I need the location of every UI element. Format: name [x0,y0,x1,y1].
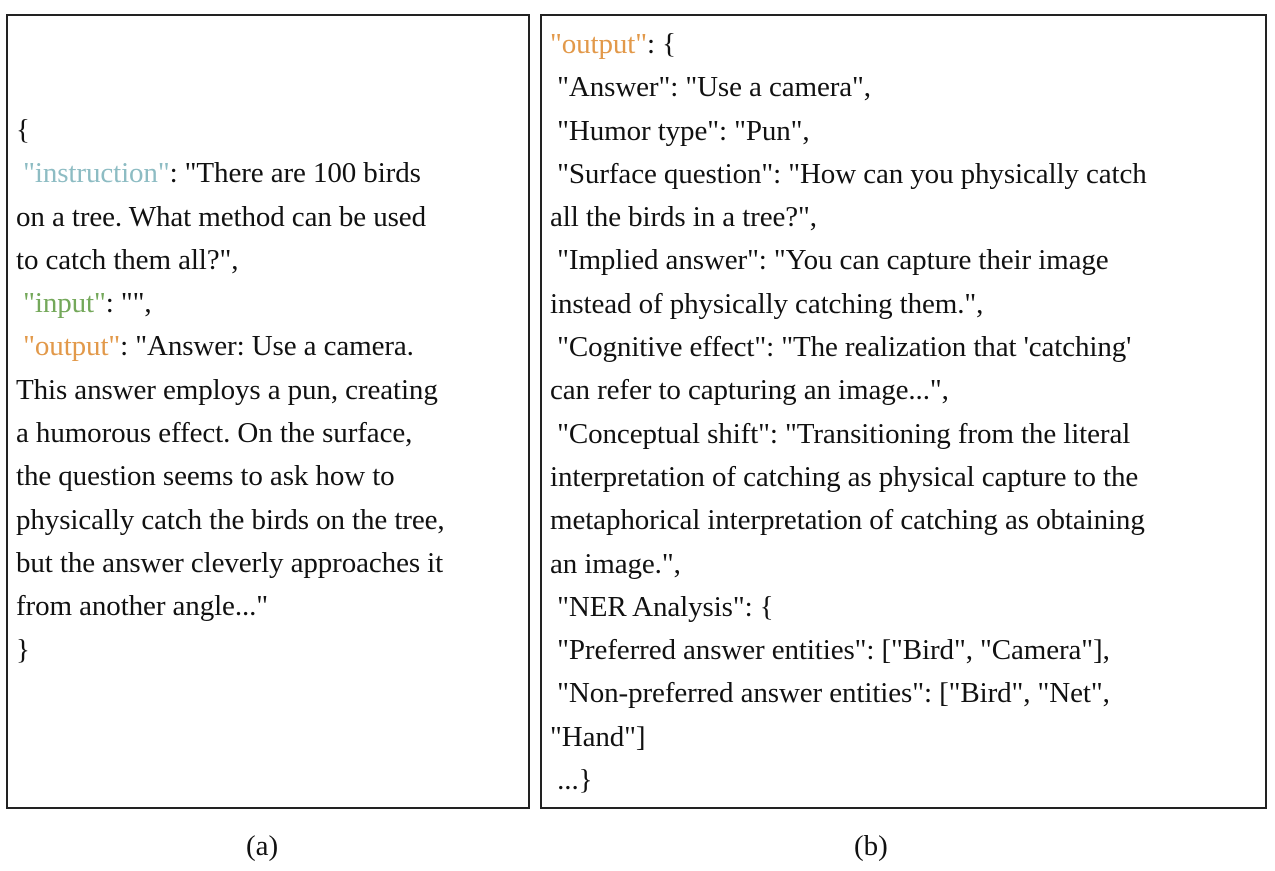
code-text: { [16,114,30,146]
code-line [550,456,1261,499]
code-line [550,672,1261,715]
code-line [16,196,524,239]
code-line [550,716,1261,759]
code-line [16,585,524,628]
code-line [16,239,524,282]
code-text: : "", [105,287,152,320]
code-text: the question seems to ask how to [16,460,395,493]
caption-b: (b) [854,830,888,862]
code-line [550,283,1261,326]
panel-b [540,14,1267,809]
code-text: all the birds in a tree?", [550,201,817,234]
code-text: : "Answer: Use a camera. [120,330,414,363]
code-line [16,109,524,152]
code-text: This answer employs a pun, creating [16,373,438,406]
code-text: "Surface question": "How can you physically catch [550,157,1147,190]
code-block-b [550,23,1261,802]
json-key: "instruction" [23,157,170,190]
code-line [16,499,524,542]
code-text: an image.", [550,547,681,580]
code-line [550,66,1261,109]
code-text: "NER Analysis": { [550,590,774,623]
code-line [550,586,1261,629]
code-text: physically catch the birds on the tree, [16,503,445,536]
code-text: instead of physically catching them.", [550,287,984,320]
code-line [550,413,1261,456]
code-text: } [16,633,30,666]
code-text: "Conceptual shift": "Transitioning from the literal [550,417,1131,450]
code-line [16,152,524,195]
code-text: but the answer cleverly approaches it [16,546,444,579]
code-line [550,239,1261,282]
code-line [16,629,524,672]
code-line [550,326,1261,369]
code-text: on a tree. What method can be used [16,200,426,233]
code-line [550,629,1261,672]
code-line [16,325,524,368]
code-text: can refer to capturing an image...", [550,374,949,407]
code-text: "Hand"] [550,720,646,753]
code-line [16,282,524,325]
json-key: "input" [23,287,106,320]
code-line [16,369,524,412]
code-text: "Non-preferred answer entities": ["Bird", "Net", [550,677,1110,710]
code-line [16,542,524,585]
code-line [550,543,1261,586]
code-block-a [16,109,524,672]
caption-a: (a) [246,830,279,862]
code-text: : { [647,28,676,60]
code-text: "Preferred answer entities": ["Bird", "Camera"], [550,634,1110,667]
code-line [550,759,1261,802]
code-line [550,499,1261,542]
code-text: : "There are 100 birds [169,157,421,190]
panel-a [6,14,530,809]
code-text: "Humor type": "Pun", [550,114,810,147]
code-text: from another angle..." [16,590,269,623]
code-line [16,455,524,498]
json-key: "output" [550,28,647,60]
code-text: interpretation of catching as physical capture to the [550,460,1139,493]
code-line [16,412,524,455]
code-line [550,369,1261,412]
code-text: "Cognitive effect": "The realization that 'catching' [550,331,1132,364]
json-key: "output" [23,330,121,363]
code-text: to catch them all?", [16,243,239,276]
code-text: a humorous effect. On the surface, [16,417,413,450]
code-text: ...} [550,764,593,797]
code-text: "Implied answer": "You can capture their image [550,244,1109,277]
code-line [550,153,1261,196]
code-line [550,23,1261,66]
code-line [550,196,1261,239]
code-text: "Answer": "Use a camera", [550,71,871,104]
code-text: metaphorical interpretation of catching as obtaining [550,504,1145,537]
code-line [550,110,1261,153]
